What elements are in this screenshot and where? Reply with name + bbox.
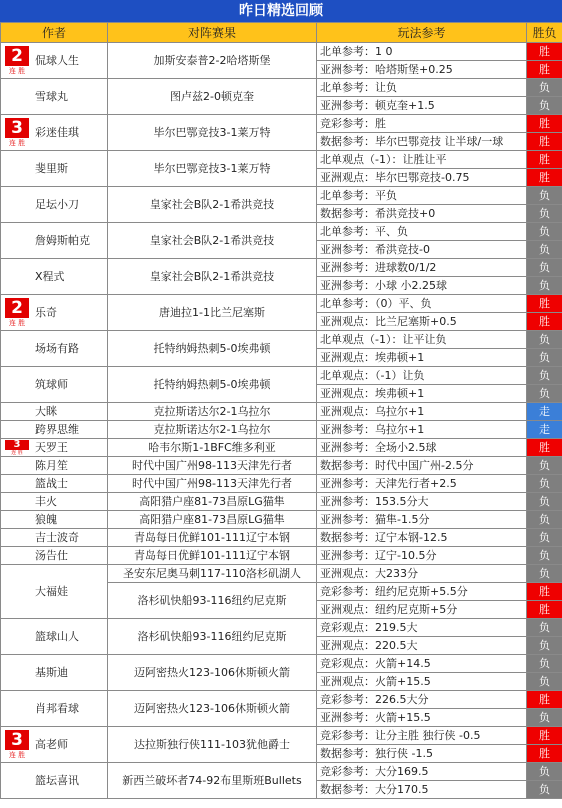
result-badge: 负 (527, 493, 562, 511)
play-cell: 北单参考：平、负 (317, 223, 527, 241)
review-table (0, 22, 562, 799)
streak-label: 连 胜 (8, 66, 26, 75)
author-cell (1, 565, 108, 619)
play-cell: 北单参考：平负 (317, 187, 527, 205)
author-cell (1, 547, 108, 565)
table-row (1, 151, 562, 169)
author-cell (1, 493, 108, 511)
play-cell: 北单观点（-1）：让平让负 (317, 331, 527, 349)
result-badge: 胜 (527, 169, 562, 187)
result-badge: 负 (527, 547, 562, 565)
match-cell: 高阳猎户座81-73昌原LG猫隼 (108, 493, 317, 511)
author-cell (1, 691, 108, 727)
author-name: 篮坛喜讯 (35, 773, 79, 787)
table-row (1, 187, 562, 205)
play-cell: 亚洲观点：毕尔巴鄂竞技-0.75 (317, 169, 527, 187)
table-row (1, 691, 562, 709)
streak-count: 2 (5, 46, 29, 66)
result-badge: 胜 (527, 61, 562, 79)
result-badge: 负 (527, 475, 562, 493)
streak-badge (5, 46, 29, 76)
result-badge: 负 (527, 709, 562, 727)
match-cell: 毕尔巴鄂竞技3-1莱万特 (108, 151, 317, 187)
table-row (1, 259, 562, 277)
match-cell: 时代中国广州98-113天津先行者 (108, 457, 317, 475)
author-name: 篮战士 (35, 476, 68, 490)
match-cell: 托特纳姆热刺5-0埃弗顿 (108, 331, 317, 367)
table-row (1, 223, 562, 241)
result-badge: 负 (527, 457, 562, 475)
author-name: 高老师 (35, 737, 68, 751)
table-row (1, 565, 562, 583)
play-cell: 亚洲观点：比兰尼塞斯+0.5 (317, 313, 527, 331)
result-badge: 负 (527, 763, 562, 781)
result-badge: 胜 (527, 601, 562, 619)
author-cell (1, 259, 108, 295)
table-row (1, 655, 562, 673)
panel-title: 昨日精选回顾 (0, 0, 562, 22)
result-badge: 负 (527, 673, 562, 691)
author-name: 足坛小刀 (35, 197, 79, 211)
streak-label: 连 胜 (8, 318, 26, 327)
author-name: 天罗王 (35, 440, 68, 454)
streak-badge (5, 440, 29, 456)
match-cell: 青岛每日优鲜101-111辽宁本钢 (108, 547, 317, 565)
match-cell: 皇家社会B队2-1希洪竞技 (108, 259, 317, 295)
match-cell: 高阳猎户座81-73昌原LG猫隼 (108, 511, 317, 529)
author-cell (1, 187, 108, 223)
play-cell: 数据参考：毕尔巴鄂竞技 让半球/一球 (317, 133, 527, 151)
author-cell (1, 331, 108, 367)
result-badge: 负 (527, 565, 562, 583)
result-badge: 负 (527, 277, 562, 295)
author-name: 陈月笙 (35, 458, 68, 472)
play-cell: 亚洲参考：进球数0/1/2 (317, 259, 527, 277)
author-cell (1, 529, 108, 547)
play-cell: 亚洲参考：全场小2.5球 (317, 439, 527, 457)
result-badge: 胜 (527, 439, 562, 457)
result-badge: 走 (527, 403, 562, 421)
author-name: 詹姆斯帕克 (35, 233, 90, 247)
match-cell: 达拉斯独行侠111-103犹他爵士 (108, 727, 317, 763)
match-cell: 时代中国广州98-113天津先行者 (108, 475, 317, 493)
result-badge: 负 (527, 511, 562, 529)
author-name: 基斯迪 (35, 665, 68, 679)
table-row (1, 331, 562, 349)
match-cell: 洛杉矶快船93-116纽约尼克斯 (108, 583, 317, 619)
play-cell: 亚洲观点：埃弗顿+1 (317, 385, 527, 403)
result-badge: 胜 (527, 115, 562, 133)
author-cell (1, 151, 108, 187)
streak-badge (5, 118, 29, 148)
streak-count: 2 (5, 298, 29, 318)
author-name: 狼魄 (35, 512, 57, 526)
header-author: 作者 (1, 23, 108, 43)
play-cell: 竞彩观点：219.5大 (317, 619, 527, 637)
table-row (1, 367, 562, 385)
author-cell (1, 763, 108, 799)
table-row (1, 457, 562, 475)
play-cell: 北单参考：让负 (317, 79, 527, 97)
match-cell: 圣安东尼奥马刺117-110洛杉矶湖人 (108, 565, 317, 583)
result-badge: 负 (527, 367, 562, 385)
play-cell: 亚洲参考：小球 小2.25球 (317, 277, 527, 295)
author-cell (1, 367, 108, 403)
play-cell: 亚洲观点：埃弗顿+1 (317, 349, 527, 367)
author-cell (1, 295, 108, 331)
author-name: 吉士波奇 (35, 530, 79, 544)
author-name: 场场有路 (35, 341, 79, 355)
author-name: 跨界思维 (35, 422, 79, 436)
play-cell: 竞彩参考：纽约尼克斯+5.5分 (317, 583, 527, 601)
author-cell (1, 475, 108, 493)
author-name: 斐里斯 (35, 161, 68, 175)
table-row (1, 421, 562, 439)
play-cell: 数据参考：辽宁本钢-12.5 (317, 529, 527, 547)
play-cell: 数据参考：独行侠 -1.5 (317, 745, 527, 763)
play-cell: 亚洲参考：顿克奎+1.5 (317, 97, 527, 115)
match-cell: 洛杉矶快船93-116纽约尼克斯 (108, 619, 317, 655)
author-cell (1, 619, 108, 655)
match-cell: 克拉斯诺达尔2-1乌拉尔 (108, 421, 317, 439)
author-cell (1, 79, 108, 115)
author-cell (1, 223, 108, 259)
play-cell: 数据参考：希洪竞技+0 (317, 205, 527, 223)
play-cell: 亚洲观点：大233分 (317, 565, 527, 583)
play-cell: 亚洲参考：哈塔斯堡+0.25 (317, 61, 527, 79)
match-cell: 唐迪拉1-1比兰尼塞斯 (108, 295, 317, 331)
table-row (1, 403, 562, 421)
play-cell: 北单参考：（0）平、负 (317, 295, 527, 313)
table-row (1, 529, 562, 547)
streak-label: 连 胜 (8, 750, 26, 759)
table-row (1, 79, 562, 97)
play-cell: 数据参考：时代中国广州-2.5分 (317, 457, 527, 475)
streak-badge (5, 730, 29, 760)
author-cell (1, 43, 108, 79)
header-play: 玩法参考 (317, 23, 527, 43)
streak-badge (5, 298, 29, 328)
author-cell (1, 511, 108, 529)
author-name: 乐奇 (35, 305, 57, 319)
result-badge: 负 (527, 637, 562, 655)
match-cell: 迈阿密热火123-106休斯顿火箭 (108, 691, 317, 727)
result-badge: 胜 (527, 133, 562, 151)
play-cell: 亚洲观点：火箭+15.5 (317, 673, 527, 691)
match-cell: 托特纳姆热刺5-0埃弗顿 (108, 367, 317, 403)
author-name: 丰火 (35, 494, 57, 508)
result-badge: 负 (527, 349, 562, 367)
result-badge: 走 (527, 421, 562, 439)
streak-count: 3 (5, 440, 29, 450)
author-name: 雪球丸 (35, 89, 68, 103)
author-name: 筑球师 (35, 377, 68, 391)
result-badge: 负 (527, 241, 562, 259)
table-row (1, 439, 562, 457)
table-row (1, 763, 562, 781)
streak-count: 3 (5, 730, 29, 750)
author-cell (1, 439, 108, 457)
result-badge: 负 (527, 205, 562, 223)
match-cell: 哈韦尔斯1-1BFC维多利亚 (108, 439, 317, 457)
header-row (1, 23, 562, 43)
play-cell: 亚洲参考：乌拉尔+1 (317, 421, 527, 439)
author-name: X程式 (35, 269, 65, 283)
table-row (1, 547, 562, 565)
streak-label: 连 胜 (11, 449, 23, 456)
author-cell (1, 115, 108, 151)
table-row (1, 493, 562, 511)
play-cell: 竞彩观点：火箭+14.5 (317, 655, 527, 673)
result-badge: 负 (527, 187, 562, 205)
match-cell: 迈阿密热火123-106休斯顿火箭 (108, 655, 317, 691)
table-row (1, 619, 562, 637)
play-cell: 北单观点（-1）：让胜让平 (317, 151, 527, 169)
result-badge: 胜 (527, 727, 562, 745)
result-badge: 负 (527, 619, 562, 637)
header-result: 胜负 (527, 23, 562, 43)
author-cell (1, 457, 108, 475)
play-cell: 亚洲参考：天津先行者+2.5 (317, 475, 527, 493)
author-cell (1, 421, 108, 439)
result-badge: 负 (527, 781, 562, 799)
table-row (1, 727, 562, 745)
play-cell: 亚洲观点：乌拉尔+1 (317, 403, 527, 421)
play-cell: 亚洲观点：纽约尼克斯+5分 (317, 601, 527, 619)
author-name: 彩迷佳琪 (35, 125, 79, 139)
play-cell: 亚洲参考：火箭+15.5 (317, 709, 527, 727)
author-cell (1, 727, 108, 763)
review-rows (1, 43, 562, 799)
result-badge: 胜 (527, 583, 562, 601)
header-match: 对阵赛果 (108, 23, 317, 43)
play-cell: 竞彩参考：让分主胜 独行侠 -0.5 (317, 727, 527, 745)
author-name: 篮球山人 (35, 629, 79, 643)
match-cell: 克拉斯诺达尔2-1乌拉尔 (108, 403, 317, 421)
author-name: 侃球人生 (35, 53, 79, 67)
author-name: 大福娃 (35, 584, 68, 598)
match-cell: 加斯安泰普2-2哈塔斯堡 (108, 43, 317, 79)
result-badge: 负 (527, 529, 562, 547)
author-cell (1, 655, 108, 691)
author-name: 大眯 (35, 404, 57, 418)
result-badge: 负 (527, 655, 562, 673)
match-cell: 图卢兹2-0顿克奎 (108, 79, 317, 115)
play-cell: 竞彩参考：226.5大分 (317, 691, 527, 709)
author-cell (1, 403, 108, 421)
play-cell: 北单参考：1 0 (317, 43, 527, 61)
play-cell: 北单观点：（-1）让负 (317, 367, 527, 385)
result-badge: 胜 (527, 151, 562, 169)
table-row (1, 295, 562, 313)
play-cell: 亚洲参考：猫隼-1.5分 (317, 511, 527, 529)
play-cell: 亚洲参考：希洪竞技-0 (317, 241, 527, 259)
result-badge: 胜 (527, 43, 562, 61)
table-row (1, 43, 562, 61)
author-name: 肖邦看球 (35, 701, 79, 715)
table-row (1, 511, 562, 529)
play-cell: 亚洲参考：辽宁-10.5分 (317, 547, 527, 565)
match-cell: 皇家社会B队2-1希洪竞技 (108, 187, 317, 223)
result-badge: 胜 (527, 691, 562, 709)
result-badge: 负 (527, 223, 562, 241)
streak-label: 连 胜 (8, 138, 26, 147)
author-name: 汤告仕 (35, 548, 68, 562)
match-cell: 青岛每日优鲜101-111辽宁本钢 (108, 529, 317, 547)
play-cell: 竞彩参考：大分169.5 (317, 763, 527, 781)
result-badge: 负 (527, 259, 562, 277)
match-cell: 皇家社会B队2-1希洪竞技 (108, 223, 317, 259)
play-cell: 竞彩参考：胜 (317, 115, 527, 133)
play-cell: 亚洲观点：220.5大 (317, 637, 527, 655)
result-badge: 胜 (527, 745, 562, 763)
table-row (1, 115, 562, 133)
result-badge: 负 (527, 331, 562, 349)
match-cell: 毕尔巴鄂竞技3-1莱万特 (108, 115, 317, 151)
result-badge: 负 (527, 79, 562, 97)
result-badge: 胜 (527, 295, 562, 313)
result-badge: 负 (527, 385, 562, 403)
table-row (1, 475, 562, 493)
match-cell: 新西兰破坏者74-92布里斯班Bullets (108, 763, 317, 799)
result-badge: 负 (527, 97, 562, 115)
play-cell: 数据参考：大分170.5 (317, 781, 527, 799)
result-badge: 胜 (527, 313, 562, 331)
streak-count: 3 (5, 118, 29, 138)
play-cell: 亚洲参考：153.5分大 (317, 493, 527, 511)
